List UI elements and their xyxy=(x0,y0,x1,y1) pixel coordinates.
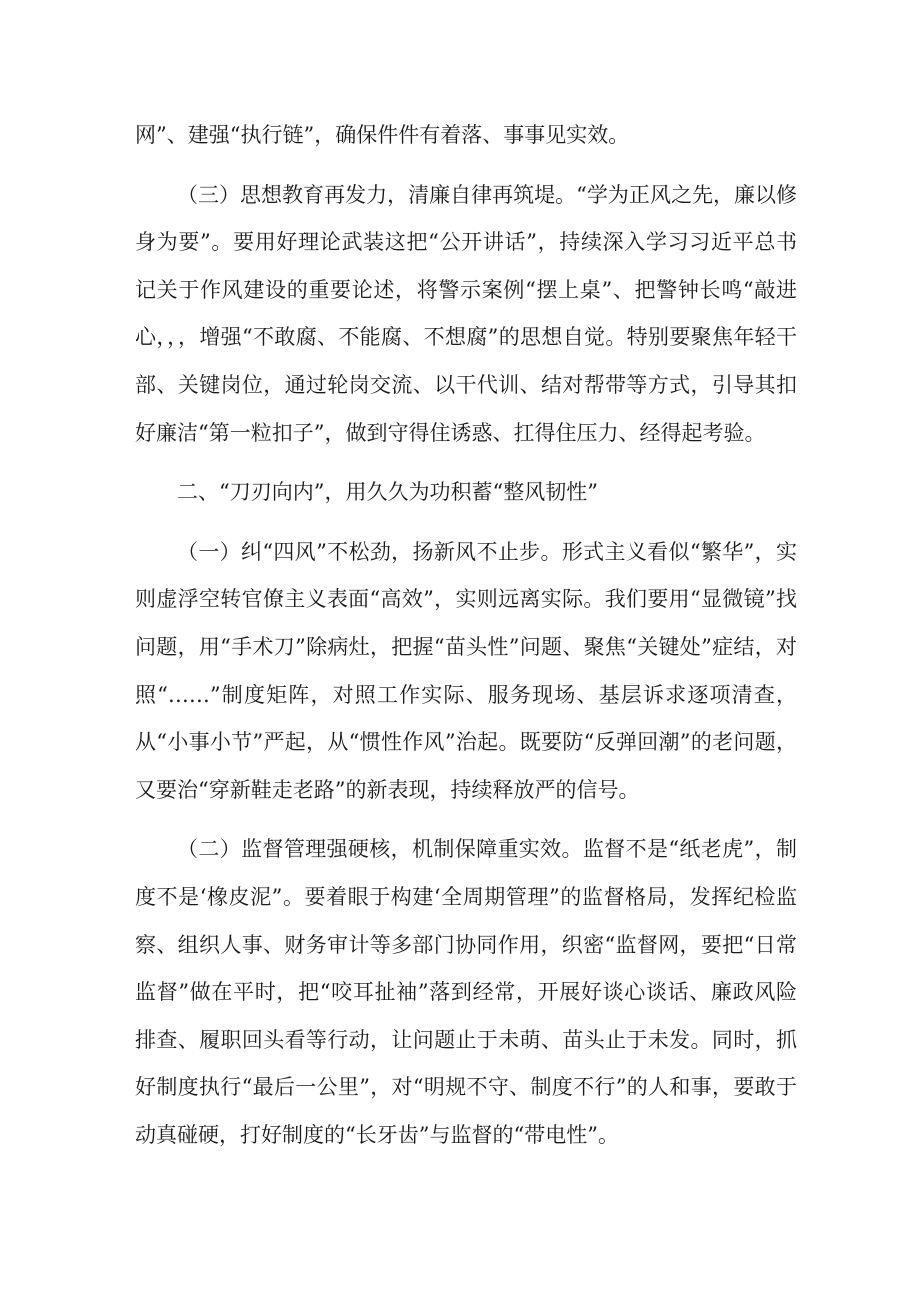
paragraph-subsection-1: （一）纠“四风”不松劲，扬新风不止步。形式主义看似“繁华”，实则虚浮空转官僚主义表面“高效”，实则远离实际。我们要用“显微镜”找问题，用“手术刀”除病灶，把握“苗头性”问题、聚焦“关键处”症结，对照“……”制度矩阵，对照工作实际、服务现场、基层诉求逐项清查，从“小事小节”严起，从“惯性作风”治起。既要防“反弹回潮”的老问题，又要治“穿新鞋走老路”的新表现，持续释放严的信号。 xyxy=(135,539,797,802)
paragraph-subsection-2: （二）监督管理强硬核，机制保障重实效。监督不是“纸老虎”，制度不是‘橡皮泥”。要着眼于构建‘全周期管理”的监督格局，发挥纪检监察、组织人事、财务审计等多部门协同作用，织密“监督网，要把“日常监督”做在平时，把“咬耳扯袖”落到经常，开展好谈心谈话、廉政风险排查、履职回头看等行动，让问题止于未萌、苗头止于未发。同时，抓好制度执行“最后一公里”，对“明规不守、制度不行”的人和事，要敢于动真碰硬，打好制度的“长牙齿”与监督的“带电性”。 xyxy=(135,837,797,1147)
document-body xyxy=(135,112,797,1159)
paragraph-section-3: （三）思想教育再发力，清廉自律再筑堤。“学为正风之先，廉以修身为要”。要用好理论武装这把“公开讲话”，持续深入学习习近平总书记关于作风建设的重要论述，将警示案例“摆上桌”、把警钟长鸣“敲进心，，，增强“不敢腐、不能腐、不想腐”的思想自觉。特别要聚焦年轻干部、关键岗位，通过轮岗交流、以干代训、结对帮带等方式，引导其扣好廉洁“第一粒扣子”，做到守得住诱惑、扛得住压力、经得起考验。 xyxy=(135,182,797,445)
paragraph-continuation: 网”、建强“执行链”，确保件件有着落、事事见实效。 xyxy=(135,123,630,147)
section-heading-2: 二、“刀刃向内”，用久久为功积蓄“整风韧性” xyxy=(177,480,598,505)
